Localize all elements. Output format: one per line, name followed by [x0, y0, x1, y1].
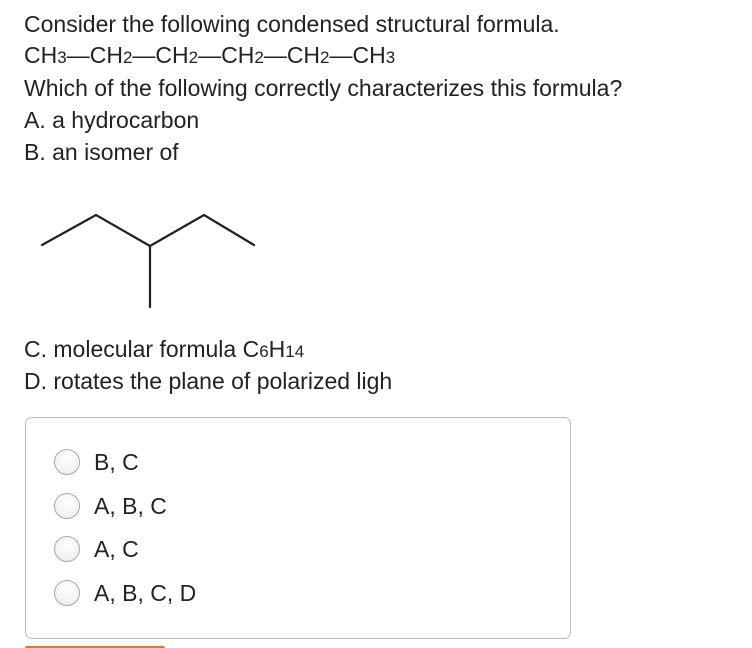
formula-group-4: —CH2: [198, 42, 264, 68]
statement-b: B. an isomer of: [24, 139, 179, 165]
formula-group-2: —CH2: [66, 42, 133, 68]
skeletal-structure-image: [36, 205, 266, 315]
choice-label: B, C: [94, 449, 139, 475]
radio-button[interactable]: [54, 449, 80, 475]
statement-a: A. a hydrocarbon: [24, 107, 200, 133]
skeletal-bonds: [42, 215, 254, 307]
condensed-formula: [24, 39, 395, 74]
formula-group-1: CH3: [24, 42, 67, 68]
question-intro: Consider the following condensed structural formula.: [24, 11, 560, 37]
question-prompt: Which of the following correctly characterizes this formula?: [24, 75, 623, 101]
radio-button[interactable]: [54, 493, 80, 519]
choice-label: A, B, C, D: [94, 580, 197, 606]
choice-option-2[interactable]: [54, 491, 167, 521]
radio-button[interactable]: [54, 580, 80, 606]
statement-c: C. molecular formula C6H14: [24, 336, 305, 362]
choice-label: A, B, C: [94, 493, 167, 519]
answer-choices-box: [25, 417, 571, 639]
bond-4: [204, 215, 254, 245]
statement-d: D. rotates the plane of polarized ligh: [24, 368, 393, 394]
bond-1: [42, 215, 96, 245]
formula-group-5: —CH2: [263, 42, 330, 68]
formula-group-6: —CH3: [329, 42, 396, 68]
choice-option-3[interactable]: [54, 534, 139, 564]
bond-3: [150, 215, 204, 246]
choice-label: A, C: [94, 536, 139, 562]
choice-option-1[interactable]: [54, 447, 139, 477]
formula-group-3: —CH2: [132, 42, 199, 68]
choice-option-4[interactable]: [54, 578, 196, 608]
radio-button[interactable]: [54, 536, 80, 562]
bond-2: [96, 215, 150, 246]
